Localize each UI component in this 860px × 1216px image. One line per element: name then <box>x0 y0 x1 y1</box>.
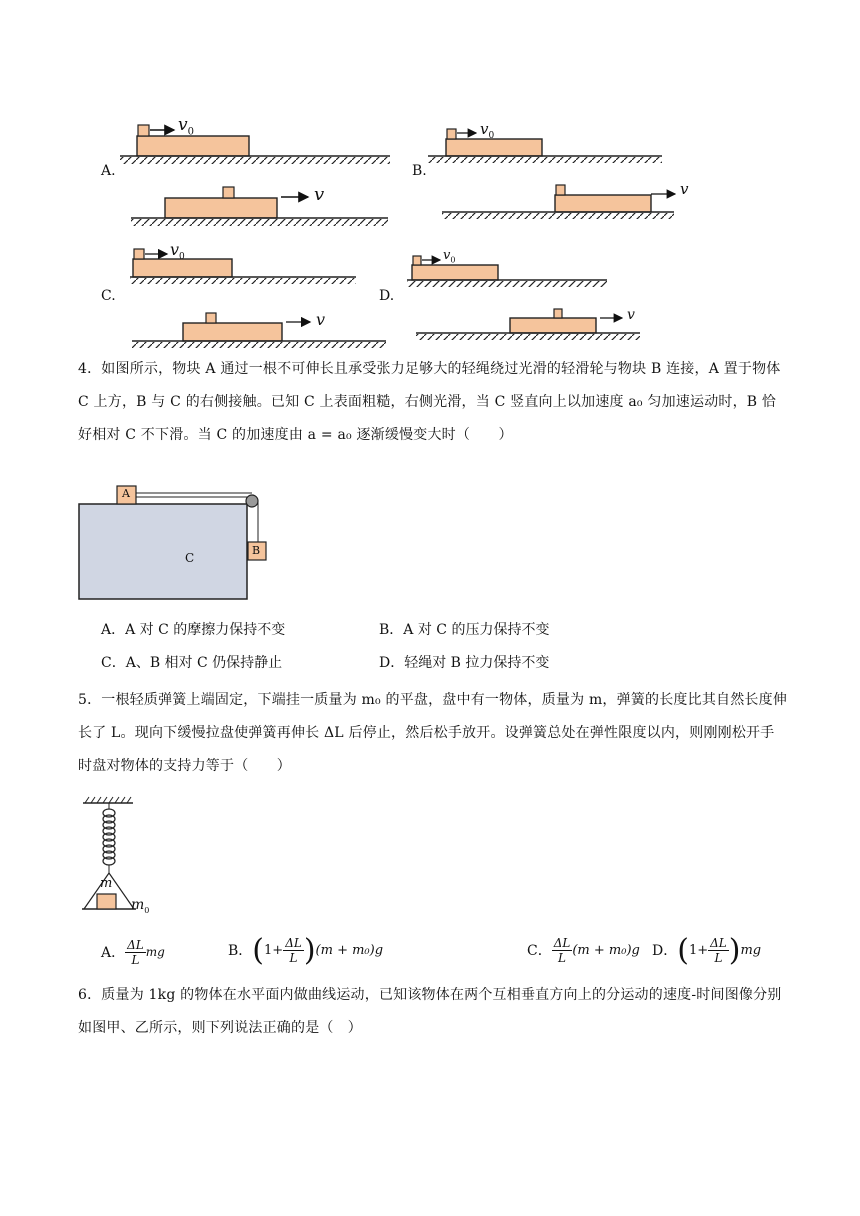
q4-fig-body-c: C <box>185 551 195 565</box>
q4-stem: 4．如图所示，物块 A 通过一根不可伸长且承受张力足够大的轻绳绕过光滑的轻滑轮与物块 B 连接，A 置于物体 C 上方，B 与 C 的右侧接触。已知 C 上表面粗糙，右侧光滑，当 C 竖直向上以加速度 a₀ 匀加速运动时，B 恰好相对 C 不下滑。当 C 的加速度由 a = a₀ 逐渐缓慢变大时（ ） <box>78 361 781 443</box>
q3-figures <box>0 0 860 360</box>
fig-a-v-label: v <box>314 184 325 205</box>
q3-option-c[interactable]: C. <box>101 288 116 304</box>
q6-stem: 6．质量为 1kg 的物体在水平面内做曲线运动，已知该物体在两个互相垂直方向上的分运动的速度-时间图像分别如图甲、乙所示，则下列说法正确的是（ ） <box>78 987 782 1036</box>
fig-d-bottom <box>416 309 640 340</box>
q4-option-d[interactable]: D．轻绳对 B 拉力保持不变 <box>379 655 550 671</box>
q5-option-d[interactable]: D． ( 1+ $\frac{\Delta L}{L}$ ) mg <box>652 932 762 968</box>
q5-option-c[interactable]: C． $\frac{\Delta L}{L}$ (m + m₀)g <box>527 935 640 965</box>
q4-option-b[interactable]: B．A 对 C 的压力保持不变 <box>379 622 550 638</box>
fig-d-v0-label: $v_0$ <box>443 248 456 265</box>
q3-option-d[interactable]: D. <box>379 288 395 304</box>
fig-a-bottom <box>131 187 388 226</box>
q5-stem: 5．一根轻质弹簧上端固定，下端挂一质量为 m₀ 的平盘，盘中有一物体，质量为 m，弹簧的长度比其自然长度伸长了 L。现向下缓慢拉盘使弹簧再伸长 ΔL 后停止，然后松手放开。设弹簧总处在弹性限度以内，则刚刚松开手时盘对物体的支持力等于（ ） <box>78 692 788 774</box>
q5-a-fraction: $\frac{\Delta L}{L}$ <box>127 937 144 967</box>
q5-option-b[interactable]: B． ( 1+ $\frac{\Delta L}{L}$ ) (m + m₀)g <box>228 932 384 968</box>
fig-c-v-label: v <box>316 310 326 329</box>
fig-a-top <box>120 125 390 164</box>
fig-b-v-label: v <box>680 180 689 198</box>
q5-b-fraction: $\frac{\Delta L}{L}$ <box>285 935 302 965</box>
q4-fig-block-a: A <box>122 487 130 500</box>
q5-c-fraction: $\frac{\Delta L}{L}$ <box>553 935 571 965</box>
fig-d-v-label: v <box>627 307 635 323</box>
fig-d-top <box>407 256 607 287</box>
q5-fig-mass-m0: $m_0$ <box>131 897 150 915</box>
fig-b-bottom <box>442 185 675 219</box>
fig-b-top <box>428 129 662 163</box>
fig-c-v0-label: $v_0$ <box>170 240 185 263</box>
q5-d-fraction: $\frac{\Delta L}{L}$ <box>710 935 727 965</box>
q3-option-b[interactable]: B. <box>412 163 427 179</box>
q3-option-a[interactable]: A. <box>101 163 116 179</box>
q4-option-c[interactable]: C．A、B 相对 C 仍保持静止 <box>101 655 283 671</box>
q4-option-a[interactable]: A．A 对 C 的摩擦力保持不变 <box>101 622 286 638</box>
fig-c-bottom <box>132 313 386 348</box>
fig-c-top <box>130 249 356 284</box>
q4-figure <box>70 480 290 605</box>
fig-b-v0-label: $v_0$ <box>480 120 495 141</box>
fig-a-v0-label: $v_0$ <box>178 115 194 138</box>
q5-option-a[interactable]: A． $\frac{\Delta L}{L}$ mg <box>101 937 165 967</box>
q4-fig-block-b: B <box>252 544 261 557</box>
q5-fig-mass-m: m <box>100 876 113 891</box>
